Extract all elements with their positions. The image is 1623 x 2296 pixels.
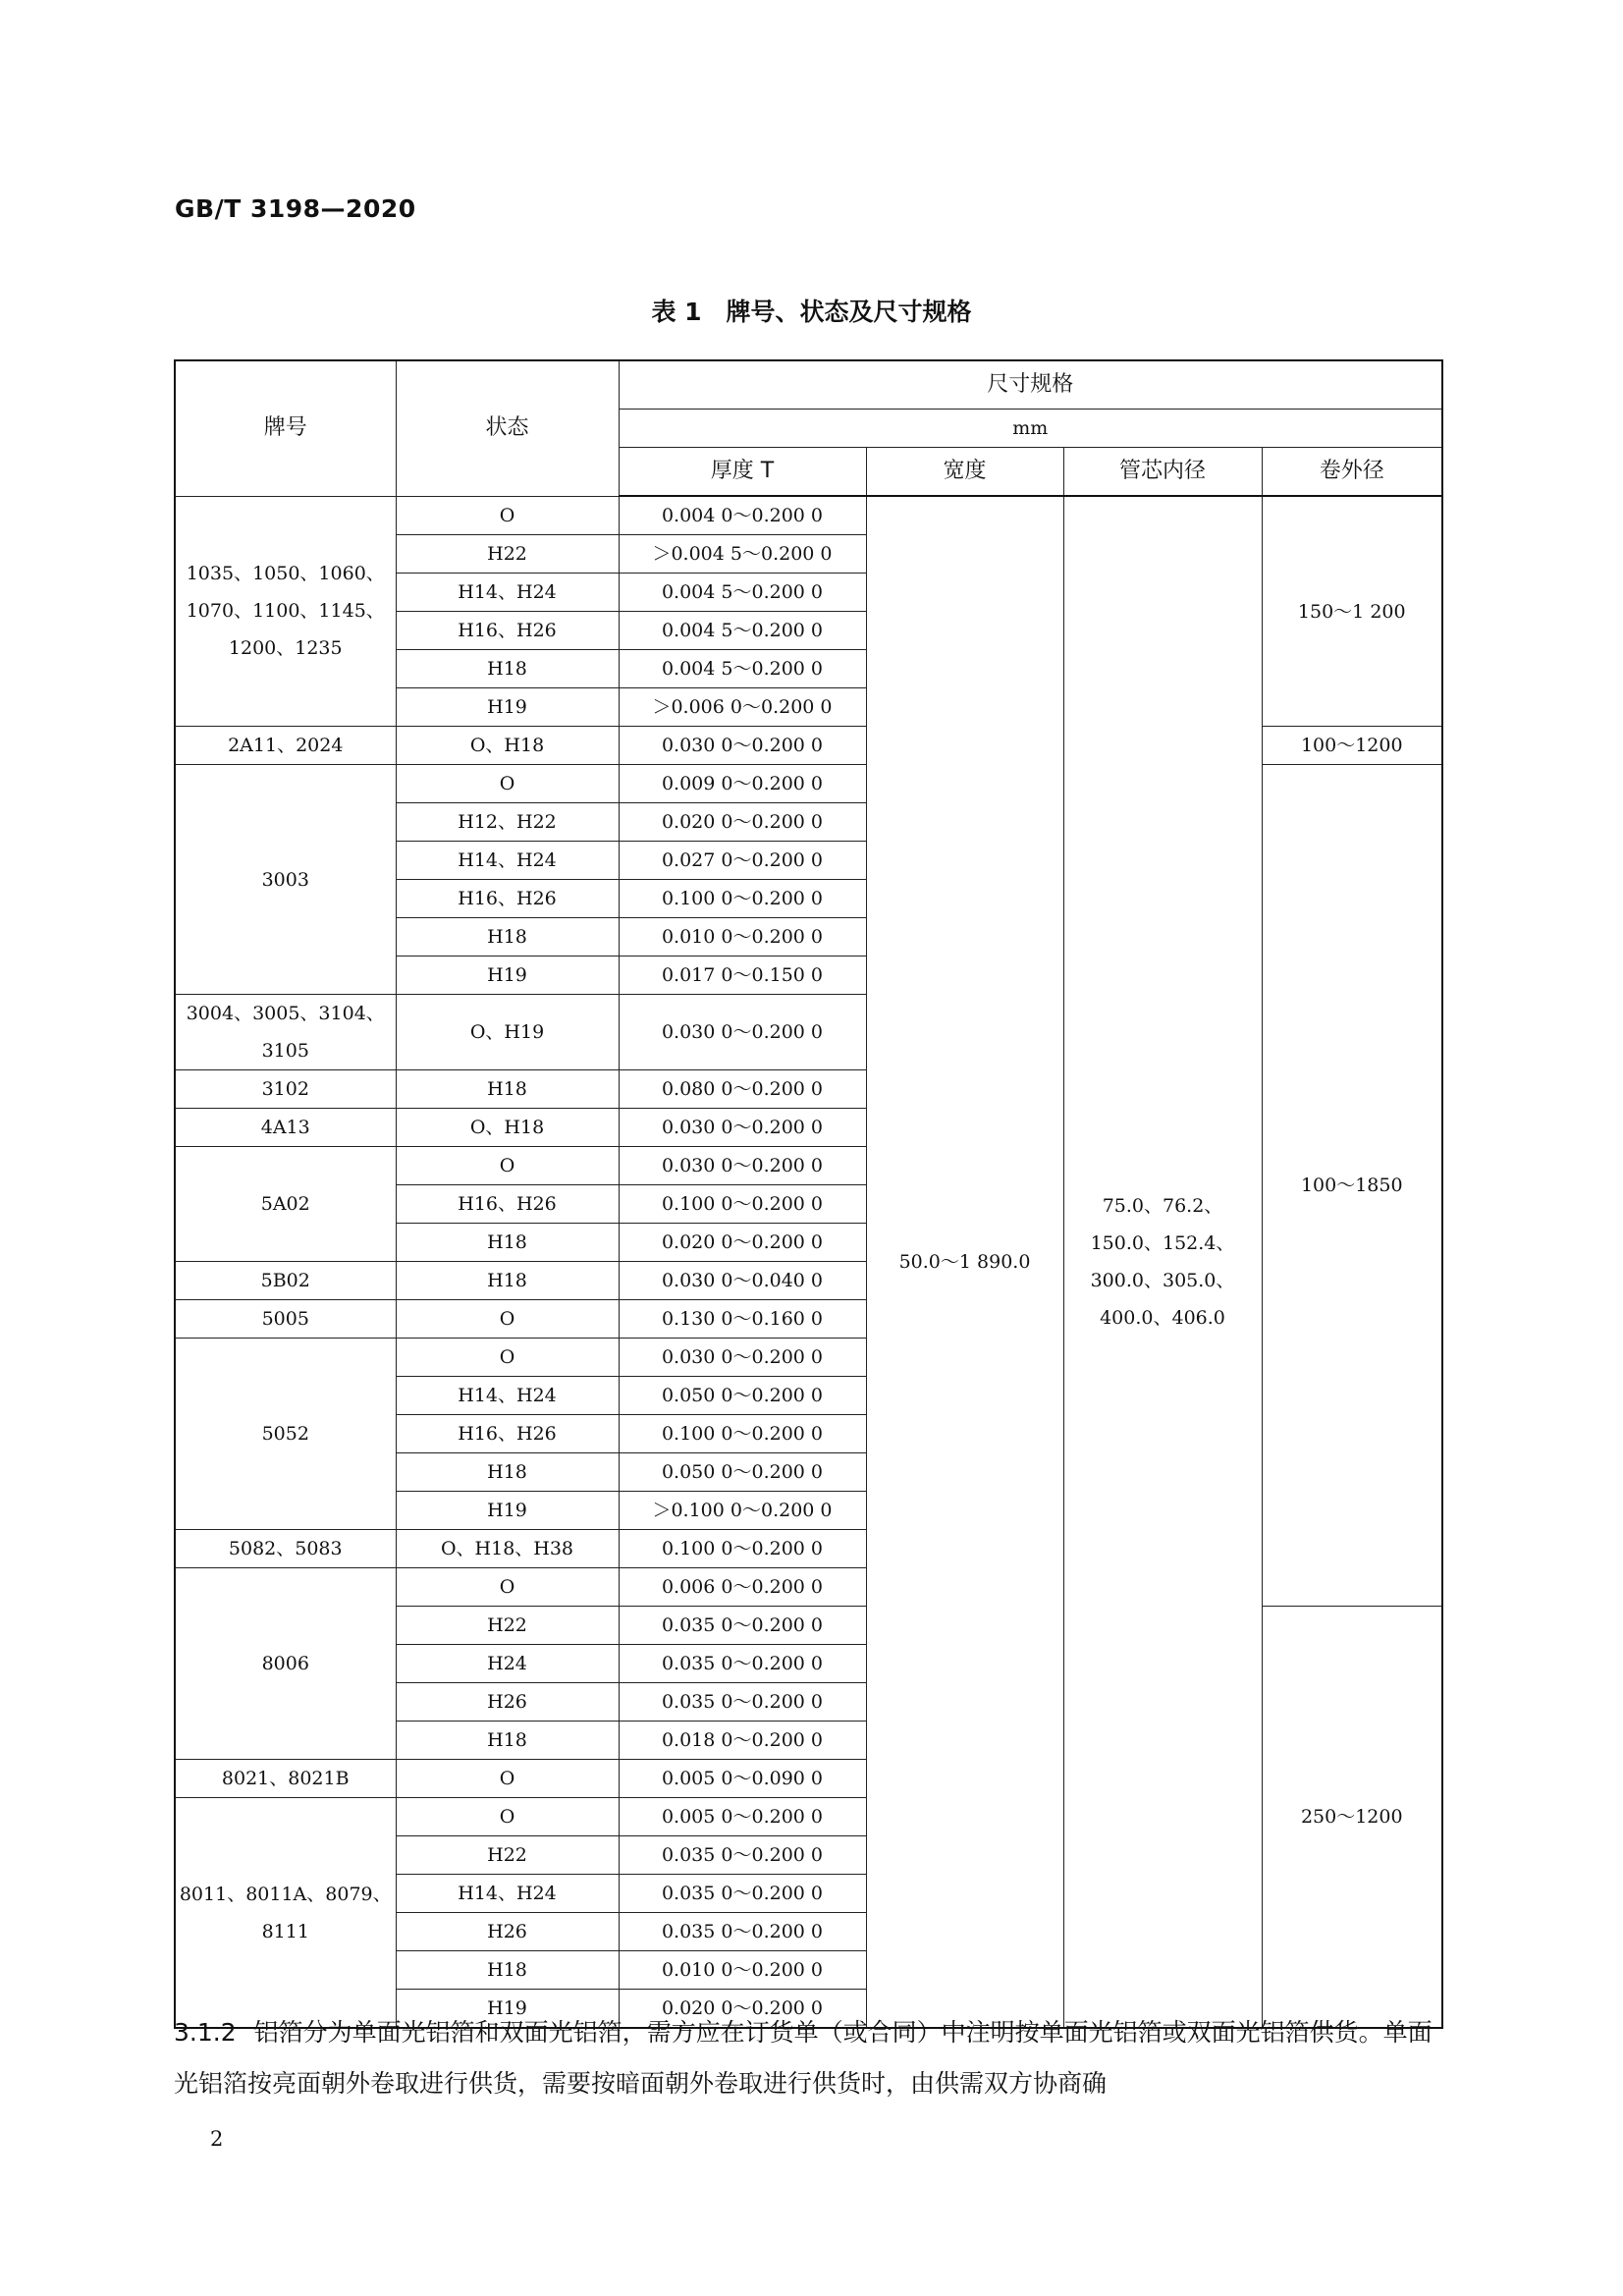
header-temper: 状态 — [396, 360, 619, 496]
thickness-cell: 0.035 0～0.200 0 — [619, 1913, 866, 1951]
clause-3-1-2 — [174, 2007, 1442, 2109]
spec-table-body — [175, 496, 1442, 2028]
grade-cell: 8021、8021B — [175, 1760, 396, 1798]
header-width: 宽度 — [866, 448, 1063, 497]
temper-cell: H16、H26 — [396, 1415, 619, 1453]
temper-cell: O、H19 — [396, 995, 619, 1070]
header-coil-outer-diameter: 卷外径 — [1262, 448, 1442, 497]
thickness-cell: 0.018 0～0.200 0 — [619, 1722, 866, 1760]
temper-cell: O — [396, 1339, 619, 1377]
thickness-cell: 0.030 0～0.200 0 — [619, 727, 866, 765]
thickness-cell: 0.035 0～0.200 0 — [619, 1875, 866, 1913]
temper-cell: H19 — [396, 957, 619, 995]
thickness-cell: 0.035 0～0.200 0 — [619, 1607, 866, 1645]
thickness-cell: 0.130 0～0.160 0 — [619, 1300, 866, 1339]
temper-cell: O — [396, 1300, 619, 1339]
thickness-cell: ＞0.100 0～0.200 0 — [619, 1492, 866, 1530]
temper-cell: H12、H22 — [396, 803, 619, 842]
header-core-inner-diameter: 管芯内径 — [1063, 448, 1262, 497]
thickness-cell: 0.009 0～0.200 0 — [619, 765, 866, 803]
temper-cell: H14、H24 — [396, 1875, 619, 1913]
thickness-cell: 0.020 0～0.200 0 — [619, 1224, 866, 1262]
temper-cell: H22 — [396, 1607, 619, 1645]
grade-cell: 1035、1050、1060、1070、1100、1145、1200、1235 — [175, 496, 396, 727]
temper-cell: H16、H26 — [396, 1185, 619, 1224]
thickness-cell: 0.035 0～0.200 0 — [619, 1645, 866, 1683]
temper-cell: O — [396, 1798, 619, 1836]
grade-cell: 3003 — [175, 765, 396, 995]
standard-code: GB/T 3198—2020 — [175, 194, 416, 223]
thickness-cell: 0.100 0～0.200 0 — [619, 880, 866, 918]
thickness-cell: 0.020 0～0.200 0 — [619, 803, 866, 842]
temper-cell: H26 — [396, 1683, 619, 1722]
thickness-cell: 0.100 0～0.200 0 — [619, 1530, 866, 1568]
thickness-cell: 0.010 0～0.200 0 — [619, 918, 866, 957]
thickness-cell: 0.100 0～0.200 0 — [619, 1185, 866, 1224]
thickness-cell: 0.020 0～0.200 0 — [619, 1990, 866, 2029]
thickness-cell: 0.050 0～0.200 0 — [619, 1453, 866, 1492]
temper-cell: H19 — [396, 688, 619, 727]
thickness-cell: 0.100 0～0.200 0 — [619, 1415, 866, 1453]
temper-cell: H18 — [396, 1070, 619, 1109]
temper-cell: H24 — [396, 1645, 619, 1683]
temper-cell: H16、H26 — [396, 880, 619, 918]
table-title: 表 1 牌号、状态及尺寸规格 — [651, 298, 972, 326]
grade-cell: 5005 — [175, 1300, 396, 1339]
thickness-cell: 0.004 5～0.200 0 — [619, 650, 866, 688]
thickness-cell: 0.030 0～0.200 0 — [619, 1147, 866, 1185]
thickness-cell: 0.030 0～0.200 0 — [619, 1339, 866, 1377]
page-number: 2 — [210, 2127, 224, 2151]
temper-cell: O — [396, 496, 619, 535]
temper-cell: H14、H24 — [396, 842, 619, 880]
thickness-cell: 0.035 0～0.200 0 — [619, 1683, 866, 1722]
header-unit: mm — [619, 410, 1442, 448]
grade-cell: 3004、3005、3104、3105 — [175, 995, 396, 1070]
grade-cell: 4A13 — [175, 1109, 396, 1147]
temper-cell: H22 — [396, 535, 619, 574]
temper-cell: H18 — [396, 650, 619, 688]
header-grade: 牌号 — [175, 360, 396, 496]
grade-cell: 5052 — [175, 1339, 396, 1530]
temper-cell: H14、H24 — [396, 1377, 619, 1415]
coil-outer-diameter-cell: 100～1200 — [1262, 727, 1442, 765]
clause-text: 铝箔分为单面光铝箔和双面光铝箔，需方应在订货单（或合同）中注明按单面光铝箔或双面光铝箔供货。单面光铝箔按亮面朝外卷取进行供货，需要按暗面朝外卷取进行供货时，由供需双方协商确 — [174, 2018, 1433, 2098]
clause-number: 3.1.2 — [174, 2018, 237, 2047]
temper-cell: O — [396, 1760, 619, 1798]
header-thickness: 厚度 T — [619, 448, 866, 497]
coil-outer-diameter-cell: 150～1 200 — [1262, 496, 1442, 727]
thickness-cell: 0.035 0～0.200 0 — [619, 1836, 866, 1875]
table-row — [175, 496, 1442, 535]
temper-cell: H18 — [396, 1722, 619, 1760]
thickness-cell: 0.030 0～0.200 0 — [619, 1109, 866, 1147]
temper-cell: H18 — [396, 918, 619, 957]
temper-cell: O、H18 — [396, 1109, 619, 1147]
temper-cell: O、H18、H38 — [396, 1530, 619, 1568]
temper-cell: H18 — [396, 1262, 619, 1300]
grade-cell: 5082、5083 — [175, 1530, 396, 1568]
thickness-cell: 0.005 0～0.090 0 — [619, 1760, 866, 1798]
temper-cell: O — [396, 1568, 619, 1607]
grade-cell: 3102 — [175, 1070, 396, 1109]
thickness-cell: ＞0.004 5～0.200 0 — [619, 535, 866, 574]
coil-outer-diameter-cell: 100～1850 — [1262, 765, 1442, 1607]
grade-cell: 5A02 — [175, 1147, 396, 1262]
thickness-cell: 0.006 0～0.200 0 — [619, 1568, 866, 1607]
temper-cell: H18 — [396, 1224, 619, 1262]
thickness-cell: 0.017 0～0.150 0 — [619, 957, 866, 995]
thickness-cell: 0.030 0～0.200 0 — [619, 995, 866, 1070]
temper-cell: H14、H24 — [396, 574, 619, 612]
header-dimensions: 尺寸规格 — [619, 360, 1442, 410]
temper-cell: O、H18 — [396, 727, 619, 765]
thickness-cell: 0.027 0～0.200 0 — [619, 842, 866, 880]
temper-cell: H19 — [396, 1990, 619, 2029]
temper-cell: H22 — [396, 1836, 619, 1875]
temper-cell: H19 — [396, 1492, 619, 1530]
temper-cell: O — [396, 1147, 619, 1185]
thickness-cell: 0.080 0～0.200 0 — [619, 1070, 866, 1109]
temper-cell: H18 — [396, 1951, 619, 1990]
temper-cell: H16、H26 — [396, 612, 619, 650]
thickness-cell: 0.050 0～0.200 0 — [619, 1377, 866, 1415]
spec-table-container — [174, 359, 1443, 2029]
temper-cell: H18 — [396, 1453, 619, 1492]
thickness-cell: 0.004 5～0.200 0 — [619, 574, 866, 612]
thickness-cell: 0.004 0～0.200 0 — [619, 496, 866, 535]
thickness-cell: 0.004 5～0.200 0 — [619, 612, 866, 650]
temper-cell: O — [396, 765, 619, 803]
thickness-cell: ＞0.006 0～0.200 0 — [619, 688, 866, 727]
grade-cell: 5B02 — [175, 1262, 396, 1300]
width-cell: 50.0～1 890.0 — [866, 496, 1063, 2028]
grade-cell: 8006 — [175, 1568, 396, 1760]
temper-cell: H26 — [396, 1913, 619, 1951]
thickness-cell: 0.030 0～0.040 0 — [619, 1262, 866, 1300]
thickness-cell: 0.005 0～0.200 0 — [619, 1798, 866, 1836]
coil-outer-diameter-cell: 250～1200 — [1262, 1607, 1442, 2029]
thickness-cell: 0.010 0～0.200 0 — [619, 1951, 866, 1990]
grade-cell: 8011、8011A、8079、8111 — [175, 1798, 396, 2029]
core-inner-diameter-cell: 75.0、76.2、150.0、152.4、300.0、305.0、400.0、406.0 — [1063, 496, 1262, 2028]
grade-cell: 2A11、2024 — [175, 727, 396, 765]
spec-table — [174, 359, 1443, 2029]
